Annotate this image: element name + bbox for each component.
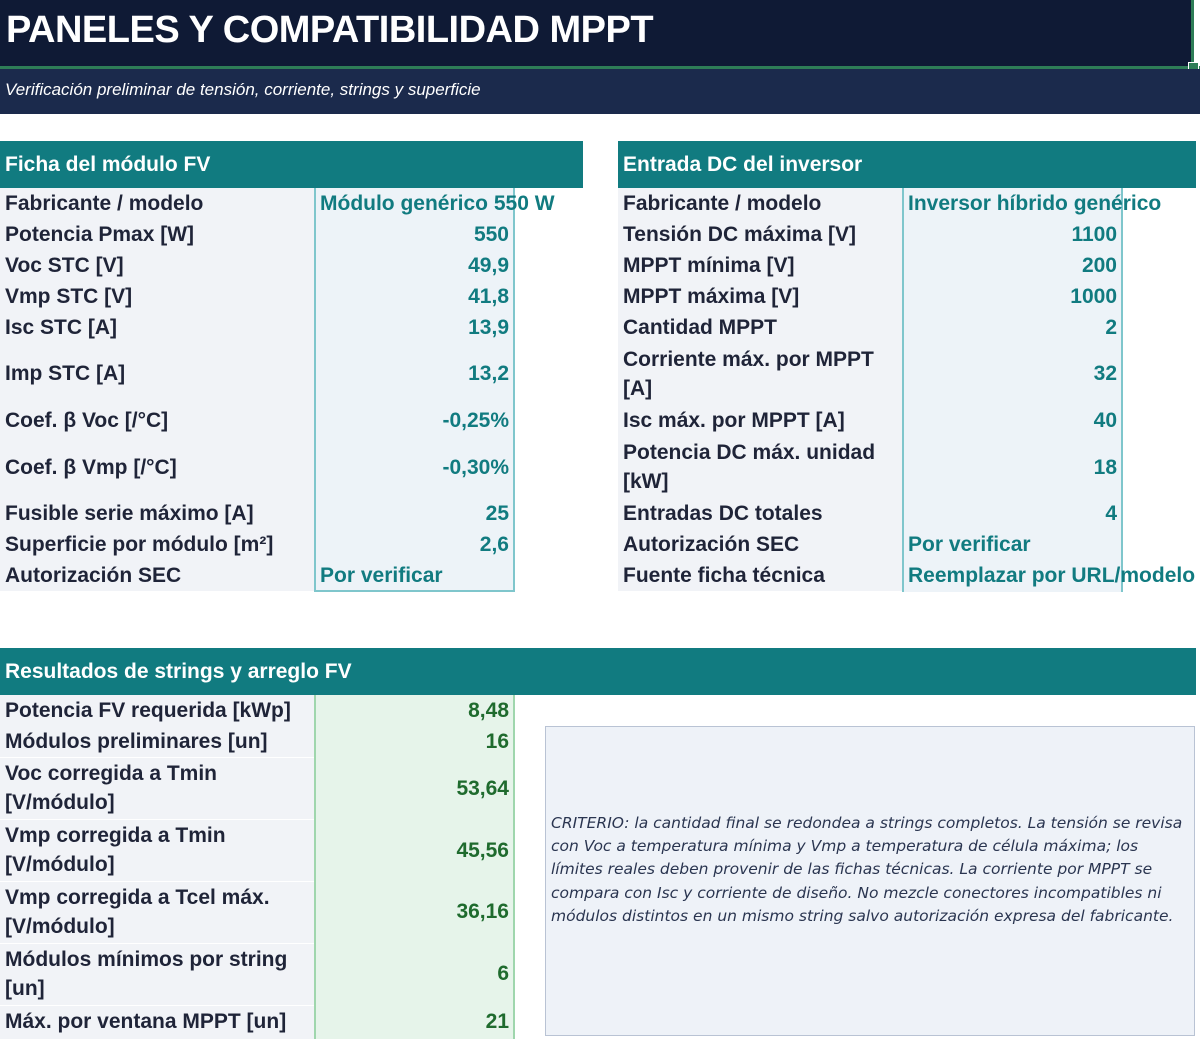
row-label: Superficie por módulo [m²] [5,533,274,556]
module-row[interactable] [0,436,314,498]
sheet-subtitle: Verificación preliminar de tensión, corriente, strings y superficie [5,80,481,99]
module-row[interactable] [0,343,314,405]
module-row-value[interactable]: Por verificar [320,564,443,587]
row-label: Coef. β Voc [/°C] [5,409,169,432]
row-label: Corriente máx. por MPPT [A] [623,348,874,400]
inverter-row-value[interactable]: 4 [1105,502,1117,525]
module-row-value[interactable]: 13,2 [468,362,509,385]
results-row[interactable] [0,695,314,726]
row-label: Isc STC [A] [5,316,118,339]
results-row[interactable] [0,1006,314,1039]
module-row-value[interactable]: 25 [485,502,509,525]
inverter-row[interactable] [618,529,902,560]
inverter-row[interactable] [618,405,902,436]
inverter-row[interactable] [618,281,902,312]
inverter-section-header: Entrada DC del inversor [618,141,1196,188]
module-row[interactable] [0,250,314,281]
row-label: Autorización SEC [623,533,800,556]
row-label: Fabricante / modelo [5,192,204,215]
row-label: Tensión DC máxima [V] [623,223,856,246]
module-row[interactable] [0,405,314,436]
row-label: Entradas DC totales [623,502,823,525]
module-row[interactable] [0,219,314,250]
module-row-value[interactable]: -0,25% [442,409,509,432]
results-row-value[interactable]: 6 [497,962,509,985]
results-row[interactable] [0,820,314,881]
module-row-value[interactable]: 41,8 [468,285,509,308]
inverter-row[interactable] [618,560,902,591]
row-label: MPPT máxima [V] [623,285,800,308]
results-row-value[interactable]: 21 [485,1010,509,1033]
title-banner [0,0,1194,66]
criteria-note-text: CRITERIO: la cantidad final se redondea a strings completos. La tensión se revisa con Voc a temperatura mínima y Vmp a temperatura de célula máxima; los límites reales deben provenir de las fichas técnicas. La corriente por MPPT se compara con Isc y corriente de diseño. No mezcle conectores incompatibles ni módulos distintos en un mismo string salvo autorización expresa del fabricante. [551,814,1183,925]
row-label: Módulos mínimos por string [un] [5,948,288,1000]
row-label: Máx. por ventana MPPT [un] [5,1010,287,1033]
inverter-row[interactable] [618,312,902,343]
results-row[interactable] [0,944,314,1005]
module-row-value[interactable]: -0,30% [442,456,509,479]
inverter-row-value[interactable]: 32 [1093,362,1117,385]
inverter-row[interactable] [618,188,902,219]
inverter-row-value[interactable]: 1100 [1071,223,1117,246]
inverter-row-value[interactable]: 2 [1105,316,1117,339]
row-label: Potencia DC máx. unidad [kW] [623,441,876,493]
module-section-header: Ficha del módulo FV [0,141,583,188]
row-label: Fuente ficha técnica [623,564,825,587]
inverter-row-value[interactable]: 18 [1093,456,1117,479]
module-row[interactable] [0,188,314,219]
results-row[interactable] [0,726,314,757]
row-label: MPPT mínima [V] [623,254,795,277]
sheet-title: PANELES Y COMPATIBILIDAD MPPT [6,9,654,51]
row-label: Imp STC [A] [5,362,126,385]
row-label: Autorización SEC [5,564,182,587]
module-row[interactable] [0,312,314,343]
row-label: Vmp STC [V] [5,285,133,308]
results-row-value[interactable]: 45,56 [456,839,509,862]
results-row-value[interactable]: 36,16 [456,900,509,923]
row-label: Vmp corregida a Tcel máx. [V/módulo] [5,886,270,938]
module-row[interactable] [0,529,314,560]
module-row[interactable] [0,281,314,312]
inverter-row[interactable] [618,343,902,405]
results-section-header: Resultados de strings y arreglo FV [0,648,1196,695]
inverter-row-value[interactable]: 1000 [1070,285,1117,308]
row-label: Voc corregida a Tmin [V/módulo] [5,762,217,814]
module-row-value[interactable]: 49,9 [468,254,509,277]
subtitle-banner [0,69,1200,114]
selected-cell-edge [1191,0,1194,66]
row-label: Cantidad MPPT [623,316,778,339]
inverter-row-value[interactable]: Inversor híbrido genérico [908,192,1162,215]
row-label: Fusible serie máximo [A] [5,502,254,525]
results-row[interactable] [0,882,314,943]
module-row[interactable] [0,498,314,529]
results-row[interactable] [0,758,314,819]
inverter-row-value[interactable]: Por verificar [908,533,1031,556]
row-label: Potencia FV requerida [kWp] [5,699,291,722]
inverter-row[interactable] [618,498,902,529]
module-row-value[interactable]: 550 [473,223,509,246]
row-label: Vmp corregida a Tmin [V/módulo] [5,824,226,876]
row-label: Isc máx. por MPPT [A] [623,409,845,432]
inverter-row[interactable] [618,219,902,250]
module-row-value[interactable]: Módulo genérico 550 W [320,192,555,215]
row-label: Voc STC [V] [5,254,124,277]
inverter-row-value[interactable]: Reemplazar por URL/modelo [908,564,1196,587]
inverter-row-value[interactable]: 40 [1093,409,1117,432]
results-row-value[interactable]: 53,64 [456,777,509,800]
row-label: Potencia Pmax [W] [5,223,195,246]
module-row[interactable] [0,560,314,591]
module-row-value[interactable]: 2,6 [479,533,509,556]
inverter-row-value[interactable]: 200 [1081,254,1117,277]
row-label: Coef. β Vmp [/°C] [5,456,177,479]
module-row-value[interactable]: 13,9 [468,316,509,339]
results-row-value[interactable]: 16 [485,730,509,753]
criteria-note-box[interactable] [545,726,1195,1036]
inverter-row[interactable] [618,250,902,281]
row-label: Módulos preliminares [un] [5,730,268,753]
row-label: Fabricante / modelo [623,192,822,215]
results-row-value[interactable]: 8,48 [468,699,509,722]
inverter-row[interactable] [618,436,902,498]
